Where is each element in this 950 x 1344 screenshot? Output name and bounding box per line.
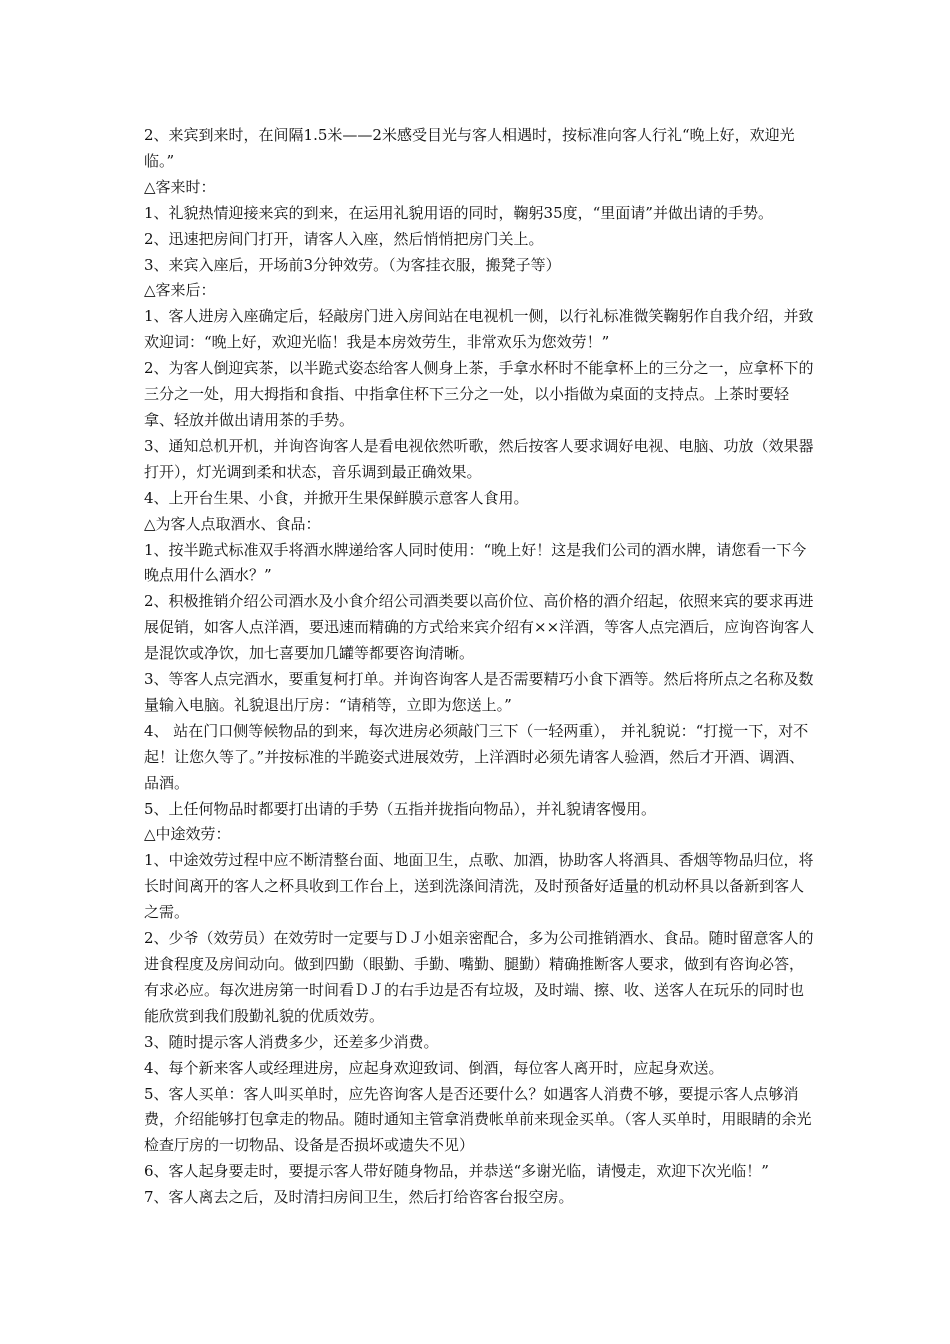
document-body: [144, 123, 816, 1211]
paragraph-ordering-3: 3、等客人点完酒水，要重复柯打单。并询咨询客人是否需要精巧小食下酒等。然后将所点之名称及数量输入电脑。礼貌退出厅房：“请稍等，立即为您送上。”: [144, 670, 814, 714]
paragraph-arriving-3: 3、来宾入座后，开场前3分钟效劳。（为客挂衣服，搬凳子等）: [144, 255, 561, 274]
paragraph-midway-6: 6、客人起身要走时，要提示客人带好随身物品，并恭送“多谢光临，请慢走，欢迎下次光临！”: [144, 1162, 769, 1181]
paragraph-midway-7: 7、客人离去之后，及时清扫房间卫生，然后打给咨客台报空房。: [144, 1188, 574, 1207]
paragraph-after-1: 1、客人进房入座确定后，轻敲房门进入房间站在电视机一侧，以行礼标准微笑鞠躬作自我介绍，并致欢迎词：“晚上好，欢迎光临！我是本房效劳生，非常欢乐为您效劳！”: [144, 307, 814, 352]
paragraph-after-3: 3、通知总机开机，并询咨询客人是看电视依然听歌，然后按客人要求调好电视、电脑、功放（效果器打开），灯光调到柔和状态，音乐调到最正确效果。: [144, 436, 814, 481]
paragraph-ordering-5: 5、上任何物品时都要打出请的手势（五指并拢指向物品），并礼貌请客慢用。: [144, 799, 657, 818]
section-heading-midway-service: △中途效劳：: [144, 825, 231, 844]
paragraph-ordering-4: 4、 站在门口侧等候物品的到来，每次进房必须敲门三下（一轻两重）， 并礼貌说：“打搅一下，对不起！让您久等了。”并按标准的半跪姿式进展效劳，上洋酒时必须先请客人验酒，然后才开酒、调酒、品酒。: [144, 721, 809, 792]
paragraph-midway-5: 5、客人买单：客人叫买单时，应先咨询客人是否还要什么？如遇客人消费不够，要提示客人点够消费，介绍能够打包拿走的物品。随时通知主管拿消费帐单前来现金买单。（客人买单时，用眼睛的余光检查厅房的一切物品、设备是否损坏或遗失不见）: [144, 1084, 812, 1155]
paragraph-guest-arrival-greeting: 2、来宾到来时，在间隔1.5米——2米感受目光与客人相遇时，按标准向客人行礼“晚上好，欢迎光临。”: [144, 126, 795, 170]
paragraph-midway-1: 1、中途效劳过程中应不断清整台面、地面卫生，点歌、加酒，协助客人将酒具、香烟等物品归位，将长时间离开的客人之杯具收到工作台上，送到洗涤间清洗，及时预备好适量的机动杯具以备新到客人之需。: [144, 851, 814, 922]
paragraph-after-4: 4、上开台生果、小食，并掀开生果保鲜膜示意客人食用。: [144, 488, 529, 507]
section-heading-ordering: △为客人点取酒水、食品：: [144, 514, 321, 533]
paragraph-arriving-2: 2、迅速把房间门打开，请客人入座，然后悄悄把房门关上。: [144, 229, 544, 248]
paragraph-ordering-1: 1、按半跪式标准双手将酒水牌递给客人同时使用：“晚上好！这是我们公司的酒水牌，请您看一下今晚点用什么酒水？”: [144, 540, 807, 585]
section-heading-after-arrival: △客来后：: [144, 281, 216, 300]
paragraph-midway-4: 4、每个新来客人或经理进房，应起身欢迎致词、倒酒，每位客人离开时，应起身欢送。: [144, 1058, 724, 1077]
paragraph-midway-2: 2、少爷（效劳员）在效劳时一定要与ＤＪ小姐亲密配合，多为公司推销酒水、食品。随时留意客人的进食程度及房间动向。做到四勤（眼勤、手勤、嘴勤、腿勤）精确推断客人要求，做到有咨询必答，有求必应。每次进房第一时间看ＤＪ的右手边是否有垃圾，及时端、擦、收、送客人在玩乐的同时也能欣赏到我们殷勤礼貌的优质效劳。: [144, 929, 814, 1025]
paragraph-ordering-2: 2、积极推销介绍公司酒水及小食介绍公司酒类要以高价位、高价格的酒介绍起，依照来宾的要求再进展促销，如客人点洋酒，要迅速而精确的方式给来宾介绍有××洋酒，等客人点完酒后，应询咨询客人是混饮或净饮，加七喜要加几罐等都要咨询清晰。: [144, 592, 815, 663]
section-heading-guest-arriving: △客来时：: [144, 177, 216, 196]
paragraph-after-2: 2、为客人倒迎宾茶，以半跪式姿态给客人侧身上茶，手拿水杯时不能拿杯上的三分之一，应拿杯下的三分之一处，用大拇指和食指、中指拿住杯下三分之一处，以小指做为桌面的支持点。上茶时要轻拿、轻放并做出请用茶的手势。: [144, 359, 814, 429]
paragraph-midway-3: 3、随时提示客人消费多少，还差多少消费。: [144, 1032, 439, 1051]
paragraph-arriving-1: 1、礼貌热情迎接来宾的到来，在运用礼貌用语的同时，鞠躬35度，“里面请”并做出请的手势。: [144, 203, 773, 222]
